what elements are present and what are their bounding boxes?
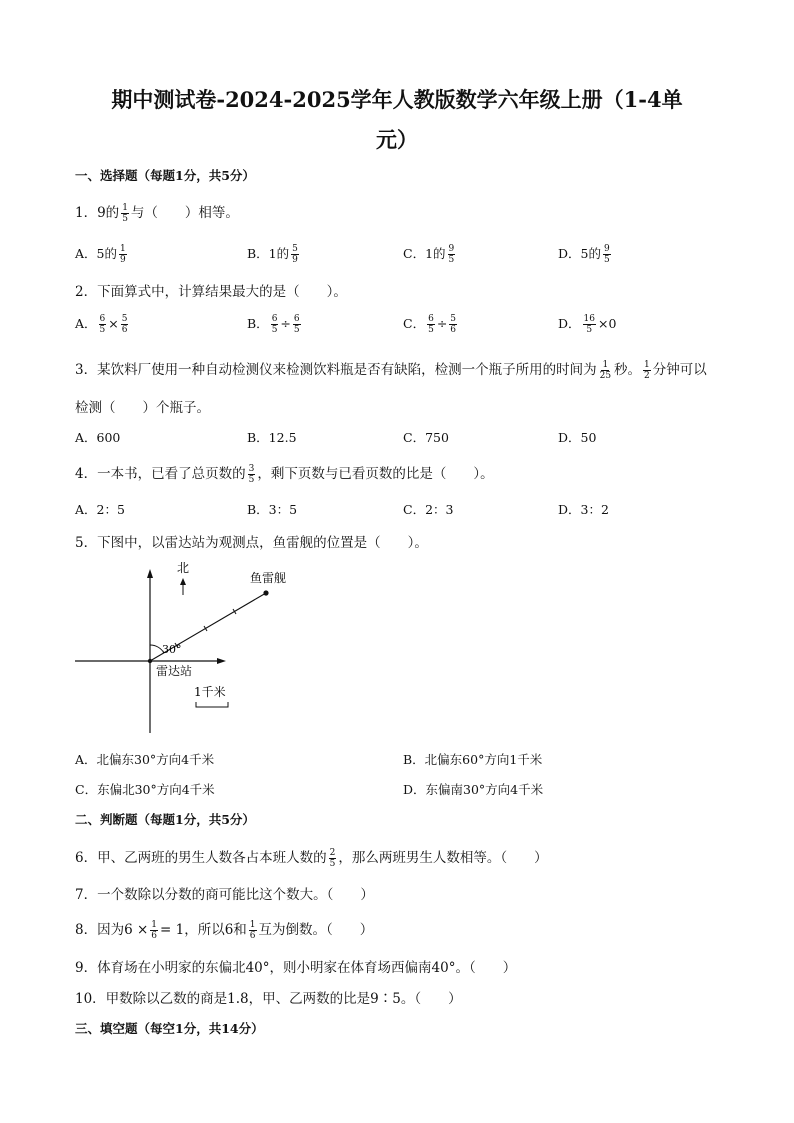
q4-option-a: A．2：5 xyxy=(75,502,125,517)
q2-option-a: A． $\frac{6}{5}$ × $\frac{5}{6}$ xyxy=(75,314,128,335)
q1-option-a: A．5的 $\frac{1}{9}$ xyxy=(75,244,126,265)
fraction: $\frac{1}{2}$ xyxy=(644,360,650,381)
q3-option-b: B．12.5 xyxy=(247,430,297,445)
question-7: 7．一个数除以分数的商可能比这个数大。（ ） xyxy=(75,887,374,903)
question-3 xyxy=(75,358,707,381)
fraction: $\frac{1}{25}$ xyxy=(599,360,612,381)
q5-option-c: C．东偏北30°方向4千米 xyxy=(75,782,215,797)
page-title-line2: 元） xyxy=(376,127,418,152)
scale-label: 1千米 xyxy=(194,685,226,699)
fraction: $\frac{1}{6}$ xyxy=(249,920,256,941)
q5-option-a: A．北偏东30°方向4千米 xyxy=(75,752,215,767)
q1-option-c: C．1的 $\frac{9}{5}$ xyxy=(403,244,455,265)
fraction: $\frac{1}{6}$ xyxy=(151,920,158,941)
q1-option-d: D．5的 $\frac{9}{5}$ xyxy=(558,244,610,265)
q2-option-c: C． $\frac{6}{5}$ ÷ $\frac{5}{6}$ xyxy=(403,314,457,335)
question-6 xyxy=(75,846,548,869)
north-arrow-icon xyxy=(180,578,186,585)
question-4-text-b: ，剩下页数与已看页数的比是（ ）。 xyxy=(257,466,494,482)
q5-option-b: B．北偏东60°方向1千米 xyxy=(403,752,543,767)
page-title-line1: 期中测试卷-2024-2025学年人教版数学六年级上册（1-4单 xyxy=(111,87,683,112)
q3-option-d: D．50 xyxy=(558,430,597,445)
section-heading-judge: 二、判断题（每题1分，共5分） xyxy=(75,812,255,827)
fraction: $\frac{3}{5}$ xyxy=(248,464,255,485)
fraction: $\frac{1}{5}$ xyxy=(122,203,128,224)
question-10: 10．甲数除以乙数的商是1.8，甲、乙两数的比是9∶5。（ ） xyxy=(75,991,462,1007)
q4-option-c: C．2：3 xyxy=(403,502,454,517)
question-3-text-b: 秒。 xyxy=(614,362,642,378)
question-8-text-b: = 1，所以6和 xyxy=(160,922,247,938)
q3-option-c: C．750 xyxy=(403,430,449,445)
section-heading-choice: 一、选择题（每题1分，共5分） xyxy=(75,168,255,183)
question-8 xyxy=(75,918,373,941)
question-1-text-a: 1．9的 xyxy=(75,205,120,221)
right-arrowhead xyxy=(217,658,226,664)
q1-option-b: B．1的 $\frac{5}{9}$ xyxy=(247,244,298,265)
question-8-text-c: 互为倒数。（ ） xyxy=(258,922,374,938)
ship-point xyxy=(263,590,268,595)
question-8-text-a: 8．因为6 × xyxy=(75,922,149,938)
question-3-text-c: 分钟可以 xyxy=(652,362,707,378)
question-6-text-b: ，那么两班男生人数相等。（ ） xyxy=(338,850,548,866)
question-1 xyxy=(75,201,239,224)
fraction: $\frac{2}{5}$ xyxy=(329,848,336,869)
station-label: 雷达站 xyxy=(156,664,193,678)
angle-label: 30° xyxy=(162,643,182,656)
radar-diagram xyxy=(70,555,310,740)
q2-option-d: D． $\frac{16}{5}$ ×0 xyxy=(558,314,617,335)
question-2: 2．下面算式中，计算结果最大的是（ ）。 xyxy=(75,284,347,300)
question-6-text-a: 6．甲、乙两班的男生人数各占本班人数的 xyxy=(75,850,327,866)
q2-option-b: B． $\frac{6}{5}$ ÷ $\frac{6}{5}$ xyxy=(247,314,300,335)
question-9: 9．体育场在小明家的东偏北40°，则小明家在体育场西偏南40°。（ ） xyxy=(75,960,517,976)
station-point xyxy=(148,659,152,663)
question-3-line2: 检测（ ）个瓶子。 xyxy=(75,400,210,416)
section-heading-fill: 三、填空题（每空1分，共14分） xyxy=(75,1021,264,1036)
question-5: 5．下图中，以雷达站为观测点，鱼雷舰的位置是（ ）。 xyxy=(75,535,428,551)
question-4-text-a: 4．一本书，已看了总页数的 xyxy=(75,466,246,482)
q4-option-b: B．3：5 xyxy=(247,502,298,517)
north-label: 北 xyxy=(177,561,190,575)
q5-option-d: D．东偏南30°方向4千米 xyxy=(403,782,544,797)
question-3-text-a: 3．某饮料厂使用一种自动检测仪来检测饮料瓶是否有缺陷，检测一个瓶子所用的时间为 xyxy=(75,362,597,378)
question-1-text-b: 与（ ）相等。 xyxy=(130,205,239,221)
q4-option-d: D．3：2 xyxy=(558,502,609,517)
q3-option-a: A．600 xyxy=(75,430,121,445)
scale-bar xyxy=(196,702,228,707)
ship-label: 鱼雷舰 xyxy=(250,571,287,585)
question-4 xyxy=(75,462,494,485)
up-arrowhead xyxy=(147,569,153,578)
